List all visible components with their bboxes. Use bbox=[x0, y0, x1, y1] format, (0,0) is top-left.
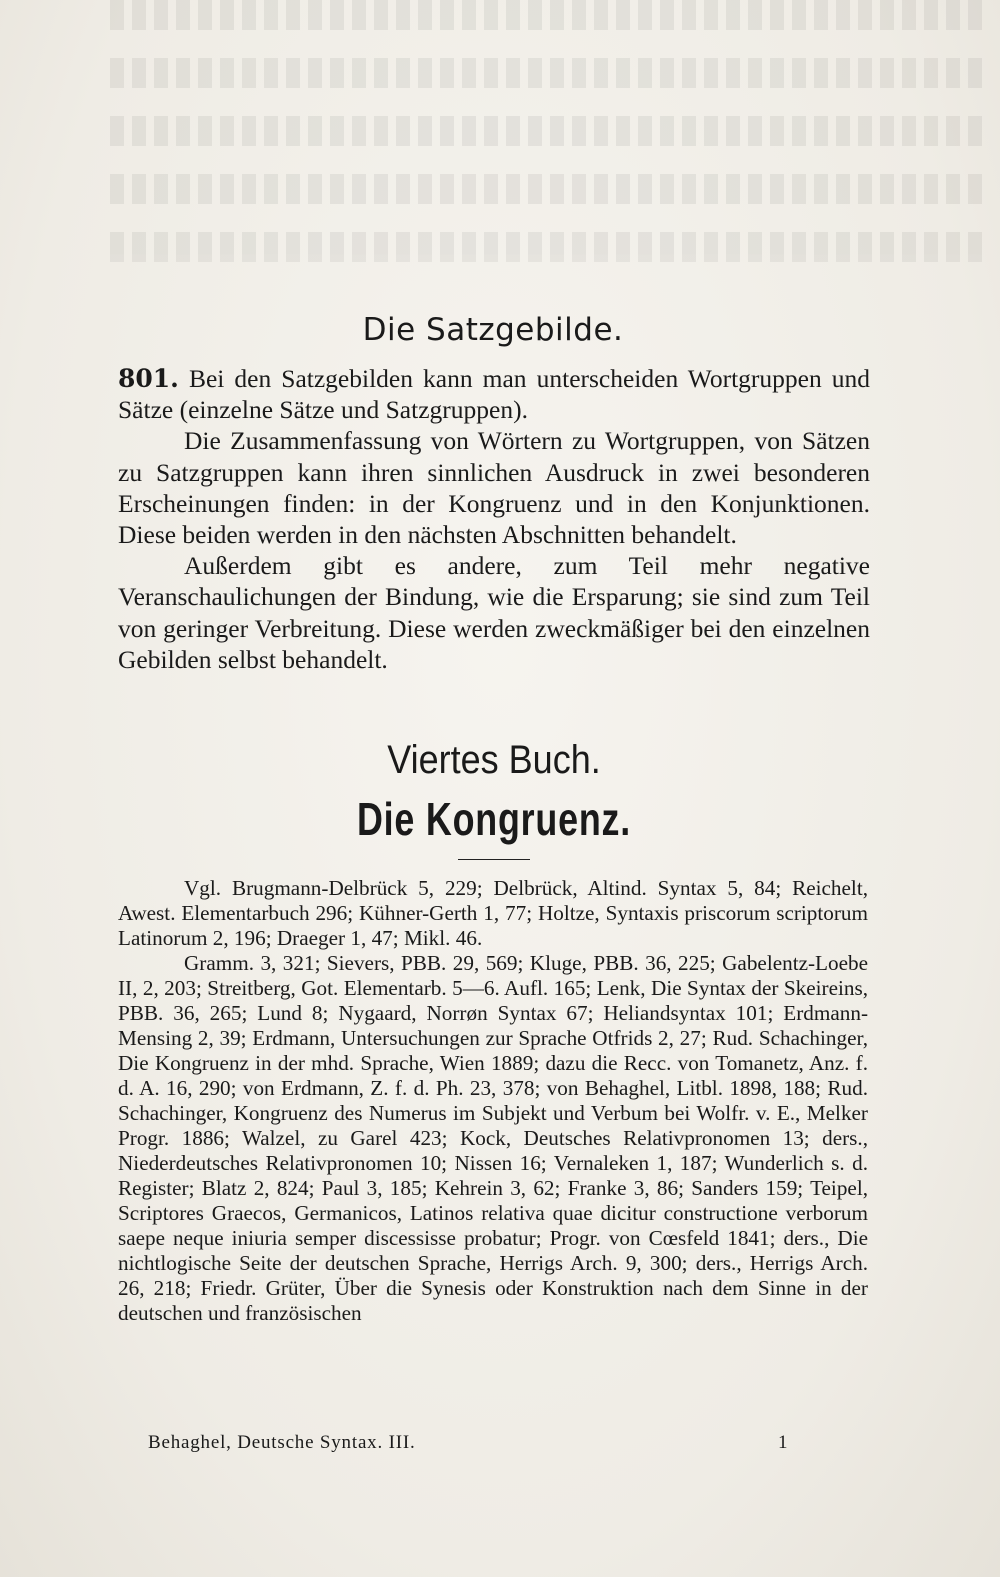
footer-signature: Behaghel, Deutsche Syntax. III. bbox=[148, 1432, 416, 1453]
paragraph-number: 801. bbox=[118, 364, 179, 393]
title-rule bbox=[458, 859, 530, 860]
paragraph-801-text: Bei den Satzgebilden kann man unterscheiden Wortgruppen und Sätze (einzelne Sätze und Satzgruppen). bbox=[118, 364, 871, 425]
references-para-1: Vgl. Brugmann-Delbrück 5, 229; Delbrück, Altind. Syntax 5, 84; Reichelt, Awest. Elementarbuch 296; Kühner-Gerth 1, 77; Holtze, Syntaxis priscorum scriptorum Latinorum 2, 196; Draeger 1, 47; Mikl. 46. bbox=[118, 876, 868, 950]
section-title: Die Satzgebilde. bbox=[362, 312, 624, 348]
bleed-through-text bbox=[110, 0, 990, 320]
references-para-2: Gramm. 3, 321; Sievers, PBB. 29, 569; Kluge, PBB. 36, 225; Gabelentz-Loebe II, 2, 203; Streitberg, Got. Elementarb. 5—6. Aufl. 165; Lenk, Die Syntax der Skeireins, PBB. 36, 265; Lund 8; Nygaard, Norrøn Syntax 67; Heliandsyntax 101; Erdmann-Mensing 2, 39; Erdmann, Untersuchungen zur Sprache Otfrids 2, 27; Rud. Schachinger, Die Kongruenz in der mhd. Sprache, Wien 1889; dazu die Recc. von Tomanetz, Anz. f. d. A. 16, 290; von Erdmann, Z. f. d. Ph. 23, 378; von Behaghel, Litbl. 1898, 188; Rud. Schachinger, Kongruenz des Numerus im Subjekt und Verbum bei Wolfr. v. E., Melker Progr. 1886; Walzel, zu Garel 423; Kock, Deutsches Relativpronomen 13; ders., Niederdeutsches Relativpronomen 10; Nissen 16; Vernaleken 1, 187; Wunderlich s. d. Register; Blatz 2, 824; Paul 3, 185; Kehrein 3, 62; Franke 3, 86; Sanders 159; Teipel, Scriptores Graecos, Germanicos, Latinos relativa quae dicitur constructione verborum saepe neque iniuria semper discessisse probatur; Progr. von Cœsfeld 1841; ders., Die nichtlogische Seite der deutschen Sprache, Herrigs Arch. 9, 300; ders., Herrigs Arch. 26, 218; Friedr. Grüter, Über die Synesis oder Konstruktion nach dem Sinne in der deutschen und französischen bbox=[118, 951, 868, 1325]
body-text bbox=[118, 363, 870, 675]
footer-sheet-number: 1 bbox=[778, 1432, 789, 1453]
references bbox=[118, 876, 868, 1326]
chapter-title: Die Kongruenz. bbox=[356, 793, 632, 845]
paragraph-801 bbox=[118, 363, 870, 425]
paragraph-2: Die Zusammenfassung von Wörtern zu Wortgruppen, von Sätzen zu Satzgruppen kann ihren sinnlichen Ausdruck in zwei besonderen Erscheinungen finden: in der Kongruenz und in den Konjunktionen. Diese beiden werden in den nächsten Abschnitten behandelt. bbox=[118, 426, 870, 550]
book-title: Viertes Buch. bbox=[387, 738, 601, 782]
paragraph-3: Außerdem gibt es andere, zum Teil mehr negative Veranschaulichungen der Bindung, wie die Ersparung; sie sind zum Teil von geringer Verbreitung. Diese werden zweckmäßiger bei den einzelnen Gebilden selbst behandelt. bbox=[118, 551, 870, 674]
